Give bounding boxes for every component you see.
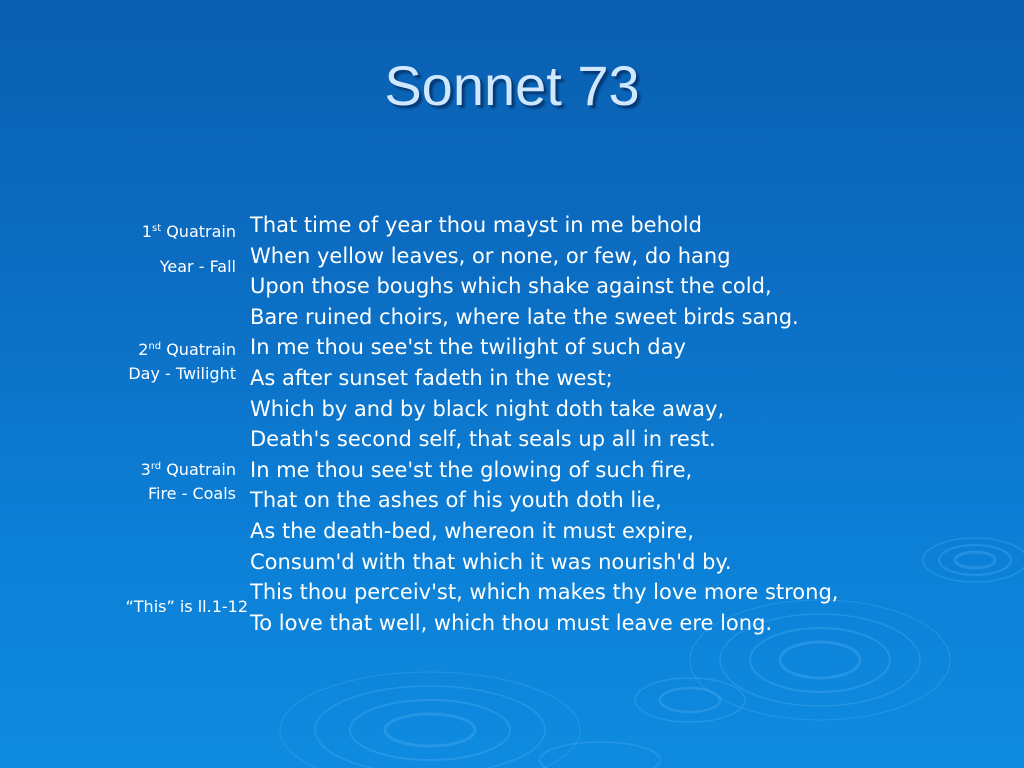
- note-first-quatrain: [142, 220, 236, 244]
- slide-title: Sonnet 73: [384, 54, 640, 117]
- ordinal-suffix: st: [151, 223, 162, 234]
- poem-line: Consum'd with that which it was nourish'd by.: [250, 549, 732, 574]
- note-second-quatrain: [138, 338, 236, 362]
- note-third-quatrain: [141, 458, 236, 482]
- poem-line: Which by and by black night doth take away,: [250, 396, 725, 421]
- note-number: 3: [140, 460, 151, 479]
- note-this-reference: “This” is ll.1-12: [125, 597, 248, 616]
- note-day-twilight: Day - Twilight: [128, 364, 236, 383]
- note-year-fall: Year - Fall: [159, 257, 236, 276]
- poem-line: In me thou see'st the twilight of such day: [250, 335, 686, 360]
- poem-line: As after sunset fadeth in the west;: [250, 365, 613, 390]
- sonnet-text: [250, 210, 1010, 638]
- poem-line: To love that well, which thou must leave ere long.: [250, 610, 773, 635]
- poem-line: Upon those boughs which shake against the cold,: [250, 274, 772, 299]
- quatrain-notes: [60, 212, 250, 652]
- poem-line: Death's second self, that seals up all in rest.: [250, 427, 716, 452]
- ordinal-suffix: nd: [148, 341, 162, 352]
- note-number: 1: [141, 222, 152, 241]
- poem-line: When yellow leaves, or none, or few, do hang: [250, 243, 731, 268]
- note-label: Quatrain: [161, 460, 236, 479]
- ordinal-suffix: rd: [150, 461, 162, 472]
- poem-line: As the death-bed, whereon it must expire,: [250, 518, 694, 543]
- note-fire-coals: Fire - Coals: [147, 484, 236, 503]
- poem-line: Bare ruined choirs, where late the sweet birds sang.: [250, 304, 799, 329]
- note-label: Quatrain: [161, 222, 236, 241]
- poem-line: That time of year thou mayst in me behold: [250, 213, 702, 237]
- note-label: Quatrain: [161, 340, 236, 359]
- poem-line: That on the ashes of his youth doth lie,: [250, 488, 662, 513]
- poem-line: This thou perceiv'st, which makes thy love more strong,: [250, 580, 839, 605]
- poem-line: In me thou see'st the glowing of such fire,: [250, 457, 693, 482]
- note-number: 2: [138, 340, 149, 359]
